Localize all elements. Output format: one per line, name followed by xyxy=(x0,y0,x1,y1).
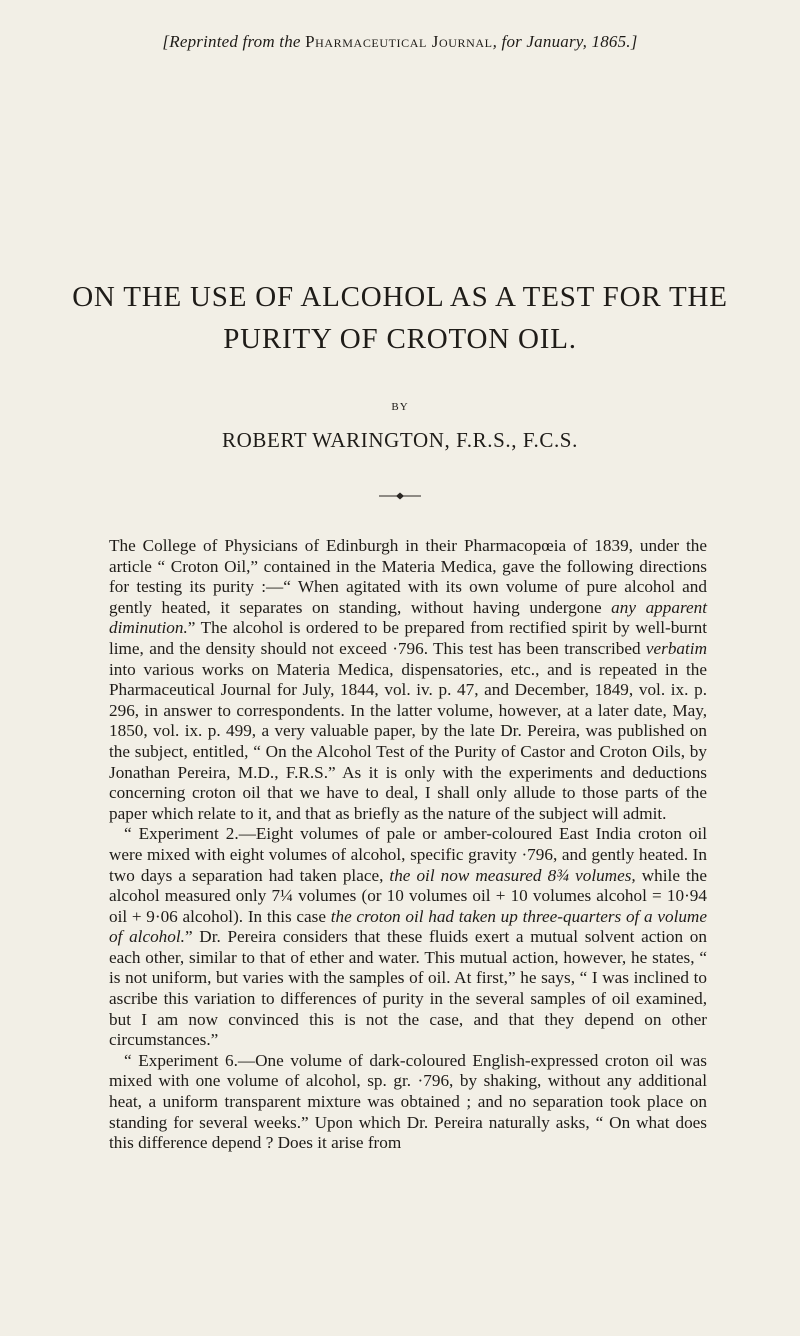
paragraph-1-emphasis-b: verbatim xyxy=(645,638,707,658)
reprint-prefix: Reprinted from the xyxy=(169,32,306,51)
article-title xyxy=(0,276,800,360)
diamond-rule-icon xyxy=(0,487,800,505)
paragraph-1 xyxy=(109,536,707,824)
paragraph-3-text: “ Experiment 6.—One volume of dark-coloured English-expressed croton oil was mixed with one volume of alcohol, sp. gr. ·796, by shaking, without any additional heat, a uniform transparent mixture was obtained ; and no separation took place on standing for several weeks.” Upon which Dr. Pereira naturally asks, “ On what does this difference depend ? Does it arise from xyxy=(109,1050,707,1153)
paragraph-1-emphasis-a: any apparent diminution. xyxy=(109,597,707,638)
title-line-2: PURITY OF CROTON OIL. xyxy=(223,323,577,355)
paragraph-1-text-b: ” The alcohol is ordered to be prepared from rectified spirit by well-burnt lime, and the density should not exceed ·796. This test has been transcribed xyxy=(109,618,707,658)
article-body xyxy=(109,536,707,1154)
paragraph-1-text-c: into various works on Materia Medica, dispensatories, etc., and is repeated in the Pharmaceutical Journal for July, 1844, vol. iv. p. 47, and December, 1849, vol. ix. p. 296, in answer to correspondents. In the latter volume, however, at a later date, May, 1850, vol. ix. p. 499, a very valuable paper, by the late Dr. Pereira, was published on the subject, entitled, “ On the Alcohol Test of the Purity of Castor and Croton Oils, by Jonathan Pereira, M.D., F.R.S.” As it is only with the experiments and deductions concerning croton oil that we have to deal, I shall only allude to those parts of the paper which relate to it, and that as briefly as the nature of the subject will admit. xyxy=(109,659,707,823)
paragraph-1-text-a: The College of Physicians of Edinburgh in their Pharmacopœia of 1839, under the article “ Croton Oil,” contained in the Materia Medica, gave the following directions for testing its purity :—“ When agitated with its own volume of pure alcohol and gently heated, it separates on standing, without having undergone xyxy=(109,536,707,617)
reprint-mid: , for xyxy=(492,32,527,51)
paragraph-2-text-a: “ Experiment 2.—Eight volumes of pale or amber-coloured East India croton oil were mixed with eight volumes of alcohol, specific gravity ·796, and gently heated. In two days a separation had taken place, xyxy=(109,824,707,885)
title-line-1: ON THE USE OF ALCOHOL AS A TEST FOR THE xyxy=(72,281,728,313)
reprint-note xyxy=(0,32,800,52)
paragraph-2-text-c: ” Dr. Pereira considers that these fluids exert a mutual solvent action on each other, similar to that of ether and water. This mutual action, however, he states, “ is not uniform, but varies with the samples of oil. At first,” he says, “ I was inclined to ascribe this variation to differences of purity in the several samples of oil examined, but I am now convinced this is not the case, and that they depend on other circumstances.” xyxy=(109,927,707,1050)
author-name: ROBERT WARINGTON, F.R.S., F.C.S. xyxy=(222,428,578,452)
close-bracket: ] xyxy=(630,32,638,51)
paragraph-2 xyxy=(109,824,707,1051)
paragraph-3 xyxy=(109,1051,707,1154)
paragraph-2-emphasis-b: the croton oil had taken up three-quarters of a volume of alcohol. xyxy=(109,906,707,947)
reprint-date: January, 1865. xyxy=(526,32,631,51)
paragraph-2-emphasis-a: the oil now measured 8¾ volumes, xyxy=(389,865,636,885)
journal-name: Pharmaceutical Journal xyxy=(305,32,493,51)
open-bracket: [ xyxy=(162,32,170,51)
paragraph-2-text-b: while the alcohol measured only 7¼ volumes (or 10 volumes oil + 10 volumes alcohol = 10·94 oil + 9·06 alcohol). In this case xyxy=(109,865,707,926)
by-label: BY xyxy=(391,401,409,413)
